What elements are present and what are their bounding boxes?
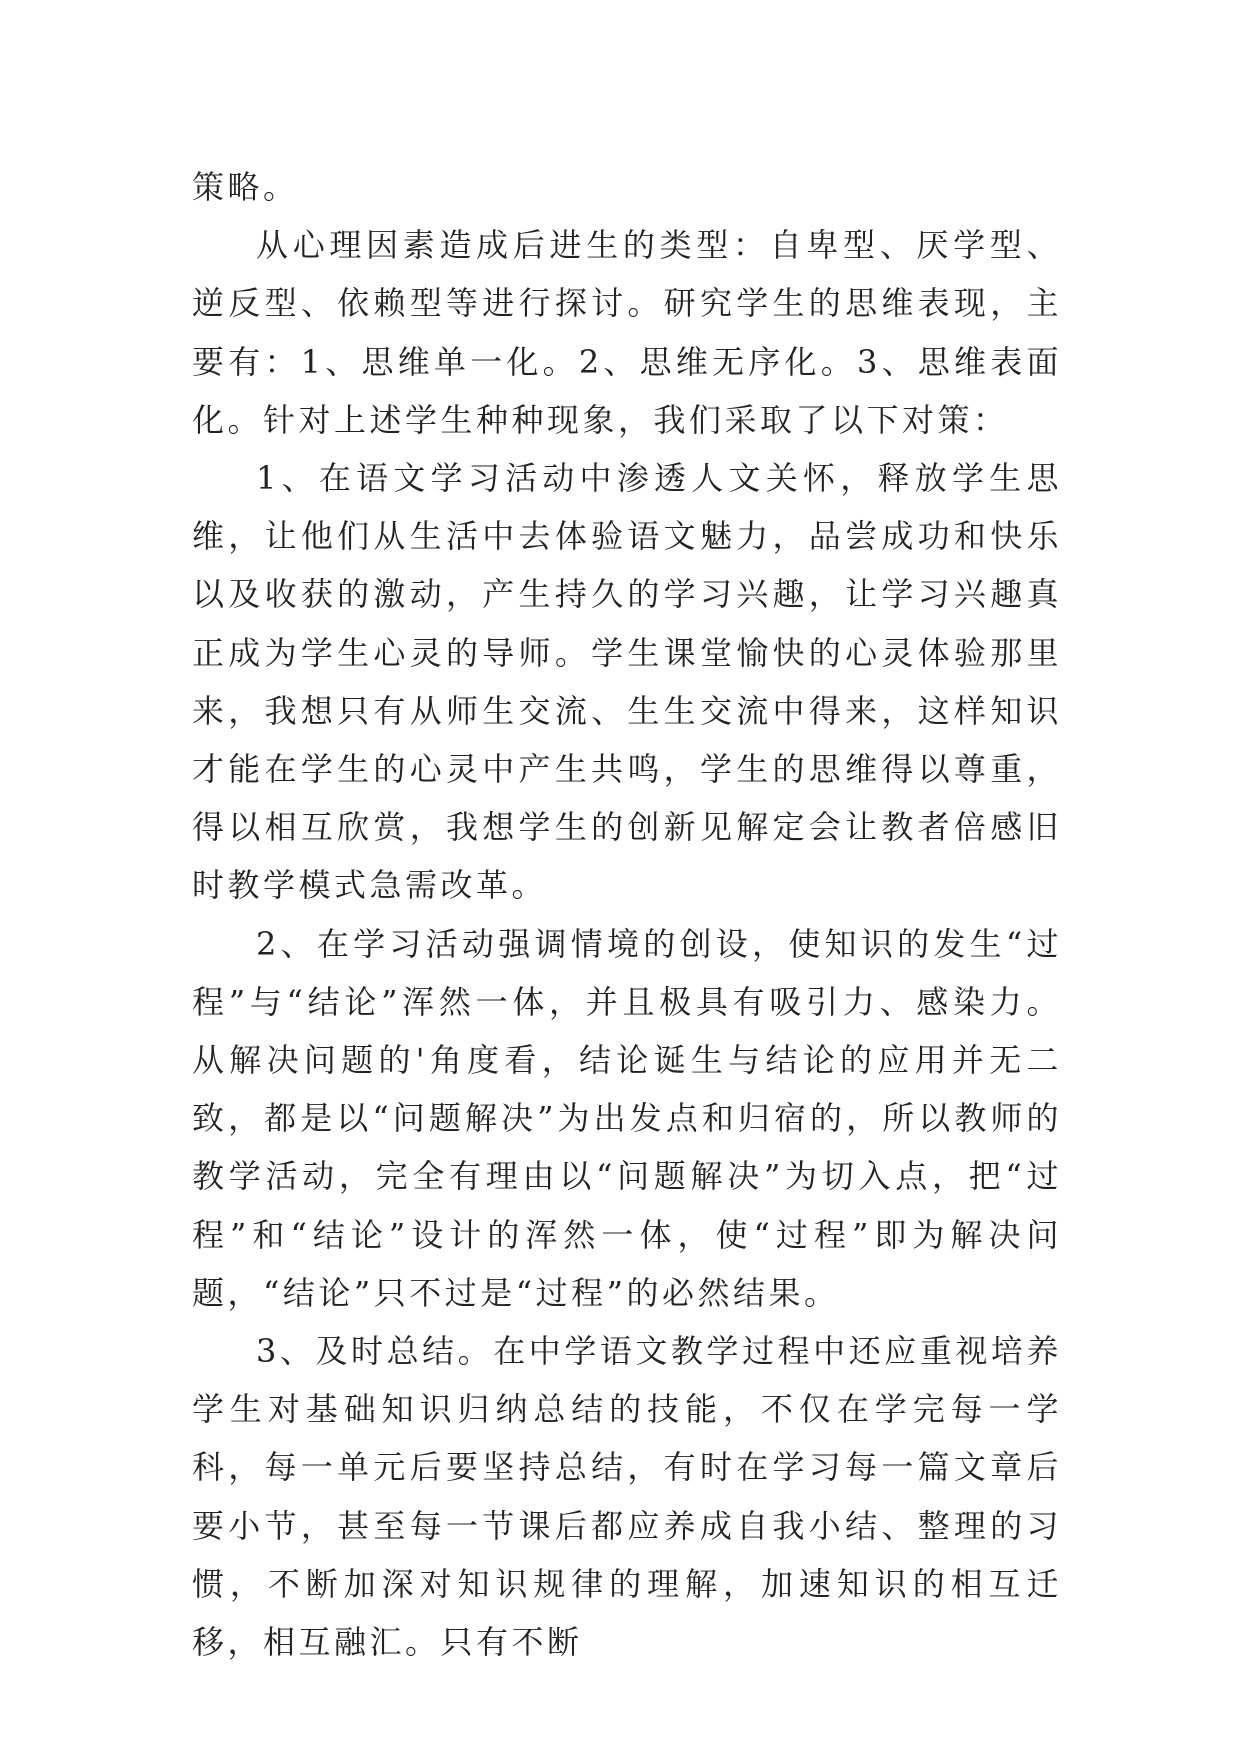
paragraph-strategy-3: 3、及时总结。在中学语文教学过程中还应重视培养学生对基础知识归纳总结的技能，不仅在学完每一学科，每一单元后要坚持总结，有时在学习每一篇文章后要小节，甚至每一节课后都应养成自我小结、整理的习惯，不断加深对知识规律的理解，加速知识的相互迁移，相互融汇。只有不断 bbox=[192, 1332, 1062, 1662]
paragraph-strategy-2: 2、在学习活动强调情境的创设，使知识的发生“过程”与“结论”浑然一体，并且极具有吸引力、感染力。从解决问题的'角度看，结论诞生与结论的应用并无二致，都是以“问题解决”为出发点和归宿的，所以教师的教学活动，完全有理由以“问题解决”为切入点，把“过程”和“结论”设计的浑然一体，使“过程”即为解决问题，“结论”只不过是“过程”的必然结果。 bbox=[192, 924, 1062, 1312]
paragraph-psychology-types: 从心理因素造成后进生的类型：自卑型、厌学型、逆反型、依赖型等进行探讨。研究学生的思维表现，主要有：1、思维单一化。2、思维无序化。3、思维表面化。针对上述学生种种现象，我们采取了以下对策： bbox=[192, 226, 1062, 439]
document-body bbox=[192, 158, 1062, 1671]
paragraph-fragment: 策略。 bbox=[192, 168, 299, 206]
paragraph-strategy-1: 1、在语文学习活动中渗透人文关怀，释放学生思维，让他们从生活中去体验语文魅力，品尝成功和快乐以及收获的激动，产生持久的学习兴趣，让学习兴趣真正成为学生心灵的导师。学生课堂愉快的心灵体验那里来，我想只有从师生交流、生生交流中得来，这样知识才能在学生的心灵中产生共鸣，学生的思维得以尊重，得以相互欣赏，我想学生的创新见解定会让教者倍感旧时教学模式急需改革。 bbox=[192, 459, 1062, 905]
